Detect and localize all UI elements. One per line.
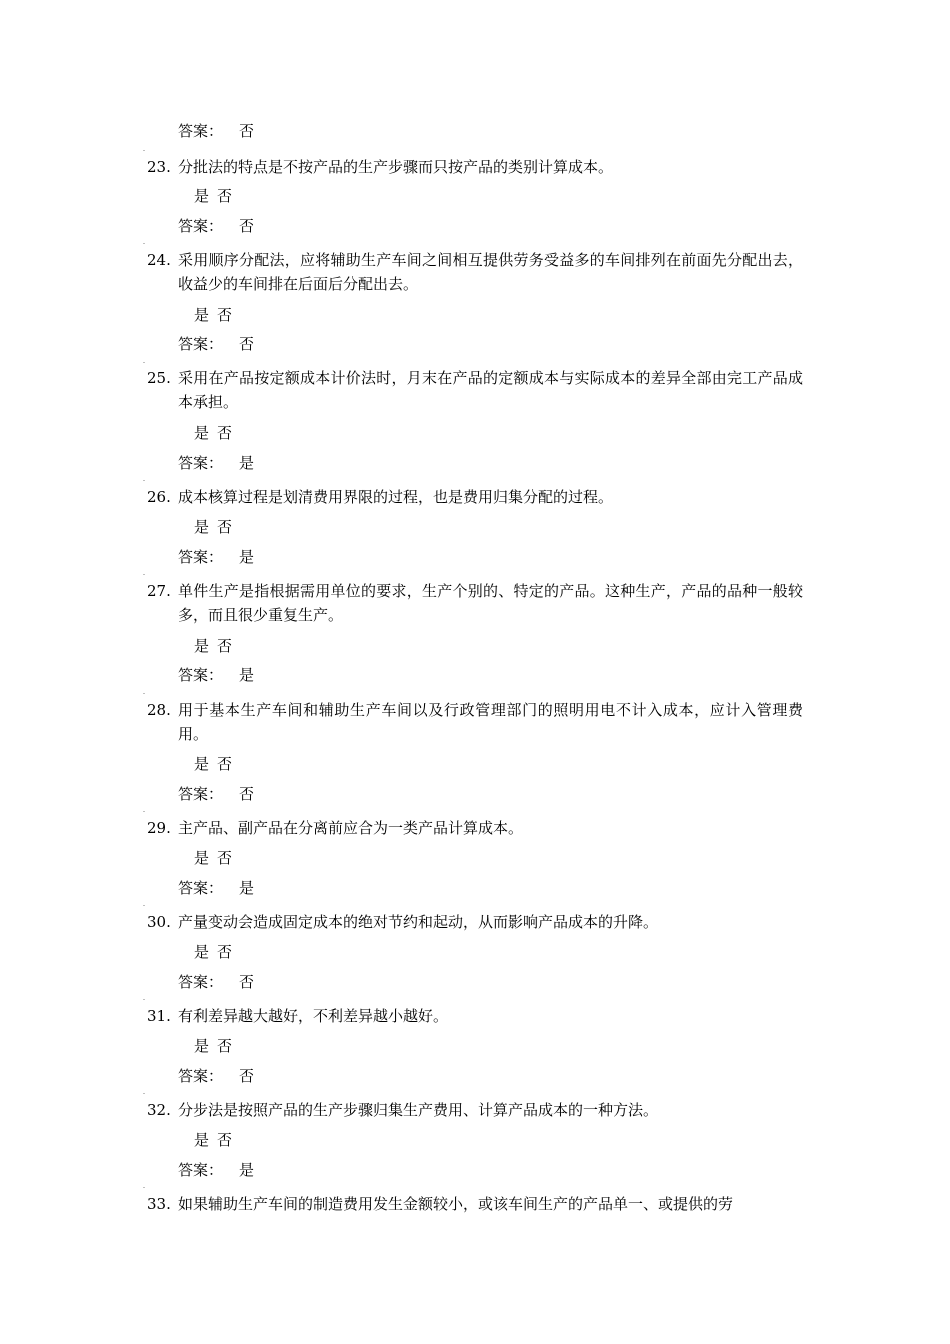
answer-label: 答案： (178, 217, 224, 235)
answer-value: 是 (239, 454, 255, 472)
question-number: 33. (147, 1195, 171, 1213)
separator-tick (143, 1093, 145, 1094)
option-yes[interactable]: 是 (194, 849, 210, 867)
question-number: 25. (147, 369, 171, 387)
option-yes[interactable]: 是 (194, 637, 210, 655)
option-no[interactable]: 否 (217, 755, 233, 773)
option-no[interactable]: 否 (217, 1131, 233, 1149)
answer-line-30 (178, 970, 254, 994)
question-text: 采用顺序分配法，应将辅助生产车间之间相互提供劳务受益多的车间排列在前面先分配出去，收益少的车间排在后面后分配出去。 (178, 251, 803, 293)
options-28 (194, 752, 232, 776)
answer-value: 是 (239, 548, 255, 566)
answer-value: 否 (239, 785, 255, 803)
answer-line-31 (178, 1064, 254, 1088)
question-text: 采用在产品按定额成本计价法时，月末在产品的定额成本与实际成本的差异全部由完工产品成本承担。 (178, 369, 803, 411)
answer-label: 答案： (178, 548, 224, 566)
option-yes[interactable]: 是 (194, 755, 210, 773)
options-32 (194, 1128, 232, 1152)
question-text: 单件生产是指根据需用单位的要求，生产个别的、特定的产品。这种生产，产品的品种一般较多，而且很少重复生产。 (178, 582, 803, 624)
question-number: 26. (147, 488, 171, 506)
question-number: 30. (147, 913, 171, 931)
question-33 (147, 1192, 807, 1216)
option-yes[interactable]: 是 (194, 306, 210, 324)
question-31 (147, 1004, 807, 1028)
options-25 (194, 421, 232, 445)
answer-label: 答案： (178, 666, 224, 684)
answer-line-29 (178, 876, 254, 900)
answer-label: 答案： (178, 1161, 224, 1179)
question-28 (147, 698, 807, 746)
answer-value: 否 (239, 122, 255, 140)
answer-line-23 (178, 214, 254, 238)
answer-value: 是 (239, 666, 255, 684)
question-text: 分步法是按照产品的生产步骤归集生产费用、计算产品成本的一种方法。 (178, 1101, 659, 1119)
question-text: 成本核算过程是划清费用界限的过程，也是费用归集分配的过程。 (178, 488, 614, 506)
options-31 (194, 1034, 232, 1058)
answer-label: 答案： (178, 973, 224, 991)
option-yes[interactable]: 是 (194, 424, 210, 442)
options-24 (194, 303, 232, 327)
question-24 (147, 248, 807, 296)
answer-label: 答案： (178, 122, 224, 140)
options-29 (194, 846, 232, 870)
separator-tick (143, 1187, 145, 1188)
separator-tick (143, 243, 145, 244)
question-number: 29. (147, 819, 171, 837)
options-30 (194, 940, 232, 964)
option-yes[interactable]: 是 (194, 187, 210, 205)
answer-value: 否 (239, 973, 255, 991)
separator-tick (143, 362, 145, 363)
separator-tick (143, 999, 145, 1000)
question-26 (147, 485, 807, 509)
question-32 (147, 1098, 807, 1122)
question-number: 23. (147, 158, 171, 176)
question-number: 31. (147, 1007, 171, 1025)
question-number: 27. (147, 582, 171, 600)
option-no[interactable]: 否 (217, 1037, 233, 1055)
answer-label: 答案： (178, 785, 224, 803)
question-30 (147, 910, 807, 934)
options-26 (194, 515, 232, 539)
answer-line-26 (178, 545, 254, 569)
answer-line-25 (178, 451, 254, 475)
question-23 (147, 155, 807, 179)
option-no[interactable]: 否 (217, 306, 233, 324)
question-number: 28. (147, 701, 171, 719)
question-text: 产量变动会造成固定成本的绝对节约和起动，从而影响产品成本的升降。 (178, 913, 659, 931)
question-text: 分批法的特点是不按产品的生产步骤而只按产品的类别计算成本。 (178, 158, 614, 176)
option-no[interactable]: 否 (217, 187, 233, 205)
option-no[interactable]: 否 (217, 424, 233, 442)
answer-label: 答案： (178, 1067, 224, 1085)
separator-tick (143, 150, 145, 151)
answer-value: 否 (239, 217, 255, 235)
option-yes[interactable]: 是 (194, 943, 210, 961)
option-no[interactable]: 否 (217, 849, 233, 867)
question-number: 32. (147, 1101, 171, 1119)
question-text: 如果辅助生产车间的制造费用发生金额较小，或该车间生产的产品单一、或提供的劳 (178, 1195, 734, 1213)
answer-label: 答案： (178, 454, 224, 472)
options-23 (194, 184, 232, 208)
separator-tick (143, 480, 145, 481)
answer-line-24 (178, 332, 254, 356)
question-27 (147, 579, 807, 627)
answer-label: 答案： (178, 879, 224, 897)
answer-line-27 (178, 663, 254, 687)
option-yes[interactable]: 是 (194, 518, 210, 536)
separator-tick (143, 693, 145, 694)
option-no[interactable]: 否 (217, 943, 233, 961)
question-number: 24. (147, 251, 171, 269)
answer-line-28 (178, 782, 254, 806)
separator-tick (143, 574, 145, 575)
answer-value: 否 (239, 1067, 255, 1085)
answer-value: 是 (239, 1161, 255, 1179)
answer-value: 是 (239, 879, 255, 897)
question-text: 用于基本生产车间和辅助生产车间以及行政管理部门的照明用电不计入成本，应计入管理费用。 (178, 701, 803, 743)
separator-tick (143, 905, 145, 906)
option-no[interactable]: 否 (217, 637, 233, 655)
option-no[interactable]: 否 (217, 518, 233, 536)
option-yes[interactable]: 是 (194, 1131, 210, 1149)
question-text: 主产品、副产品在分离前应合为一类产品计算成本。 (178, 819, 524, 837)
separator-tick (143, 811, 145, 812)
answer-line-prev (178, 119, 254, 143)
option-yes[interactable]: 是 (194, 1037, 210, 1055)
answer-line-32 (178, 1158, 254, 1182)
question-25 (147, 366, 807, 414)
options-27 (194, 634, 232, 658)
answer-value: 否 (239, 335, 255, 353)
question-text: 有利差异越大越好，不利差异越小越好。 (178, 1007, 449, 1025)
question-29 (147, 816, 807, 840)
answer-label: 答案： (178, 335, 224, 353)
